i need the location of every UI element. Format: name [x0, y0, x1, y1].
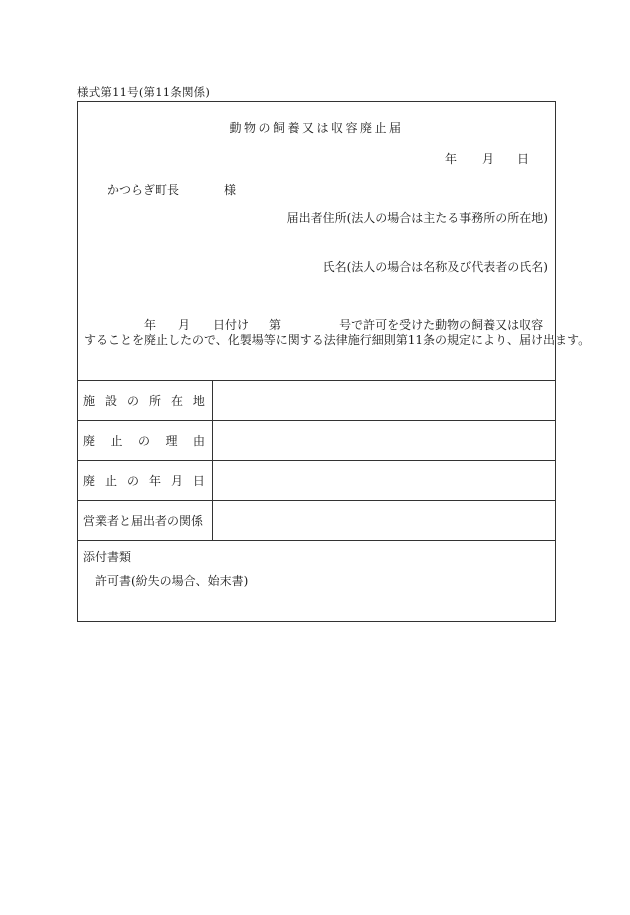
row-label [78, 501, 213, 541]
label-spread [83, 472, 205, 489]
body-line-2: することを廃止したので、化製場等に関する法律施行細則第11条の規定により、届け出ます。 [84, 332, 591, 347]
table-row [78, 381, 556, 421]
addressee-name: かつらぎ町長 [107, 183, 180, 197]
label-char: 月 [170, 474, 183, 488]
discontinuation-date-field[interactable] [213, 461, 556, 501]
notifier-address-label: 届出者住所(法人の場合は主たる事務所の所在地) [286, 211, 548, 225]
label-char: 理 [165, 434, 178, 448]
row-label [78, 381, 213, 421]
relationship-field[interactable] [213, 501, 556, 541]
label-char: 廃 [83, 474, 96, 488]
details-table [77, 380, 556, 541]
table-row [78, 501, 556, 541]
label-char: の [126, 474, 139, 488]
row-label [78, 421, 213, 461]
label-char: 日 [192, 474, 205, 488]
label-spread [83, 432, 205, 449]
label-char: 止 [104, 474, 117, 488]
body-paragraph [84, 318, 591, 347]
form-title: 動物の飼養又は収容廃止届 [229, 121, 404, 135]
form-number: 様式第11号(第11条関係) [77, 85, 211, 99]
label-spread [83, 392, 205, 409]
discontinuation-reason-field[interactable] [213, 421, 556, 461]
body-month: 月 [178, 318, 191, 332]
label-char: 廃 [83, 434, 96, 448]
facility-location-field[interactable] [213, 381, 556, 421]
date-day-label: 日 [517, 152, 530, 166]
label-char: 施 [83, 394, 96, 408]
date-year-label: 年 [445, 152, 458, 166]
body-number-prefix: 第 [269, 318, 282, 332]
label-char: 所 [148, 394, 161, 408]
row-label [78, 461, 213, 501]
attachment-item: 許可書(紛失の場合、始末書) [95, 574, 249, 588]
label-char: 年 [148, 474, 161, 488]
attachments-section [78, 540, 555, 621]
label-char: 設 [104, 394, 117, 408]
date-month-label: 月 [482, 152, 495, 166]
body-line-1 [84, 318, 549, 333]
label-char: の [137, 434, 150, 448]
table-row [78, 421, 556, 461]
notification-form [77, 101, 591, 622]
label-char: の [126, 394, 139, 408]
body-day-dated: 日付け [213, 318, 250, 332]
notifier-name-label: 氏名(法人の場合は名称及び代表者の氏名) [322, 260, 548, 274]
label-char: 止 [110, 434, 123, 448]
label-char: 在 [170, 394, 183, 408]
label-char: 由 [192, 434, 205, 448]
addressee-honorific: 様 [224, 183, 237, 197]
label-text: 営業者と届出者の関係 [83, 514, 204, 528]
label-char: 地 [192, 394, 205, 408]
body-year: 年 [144, 318, 157, 332]
body-line-1-rest: 号で許可を受けた動物の飼養又は収容 [339, 318, 544, 332]
attachments-title: 添付書類 [83, 550, 132, 564]
table-row [78, 461, 556, 501]
